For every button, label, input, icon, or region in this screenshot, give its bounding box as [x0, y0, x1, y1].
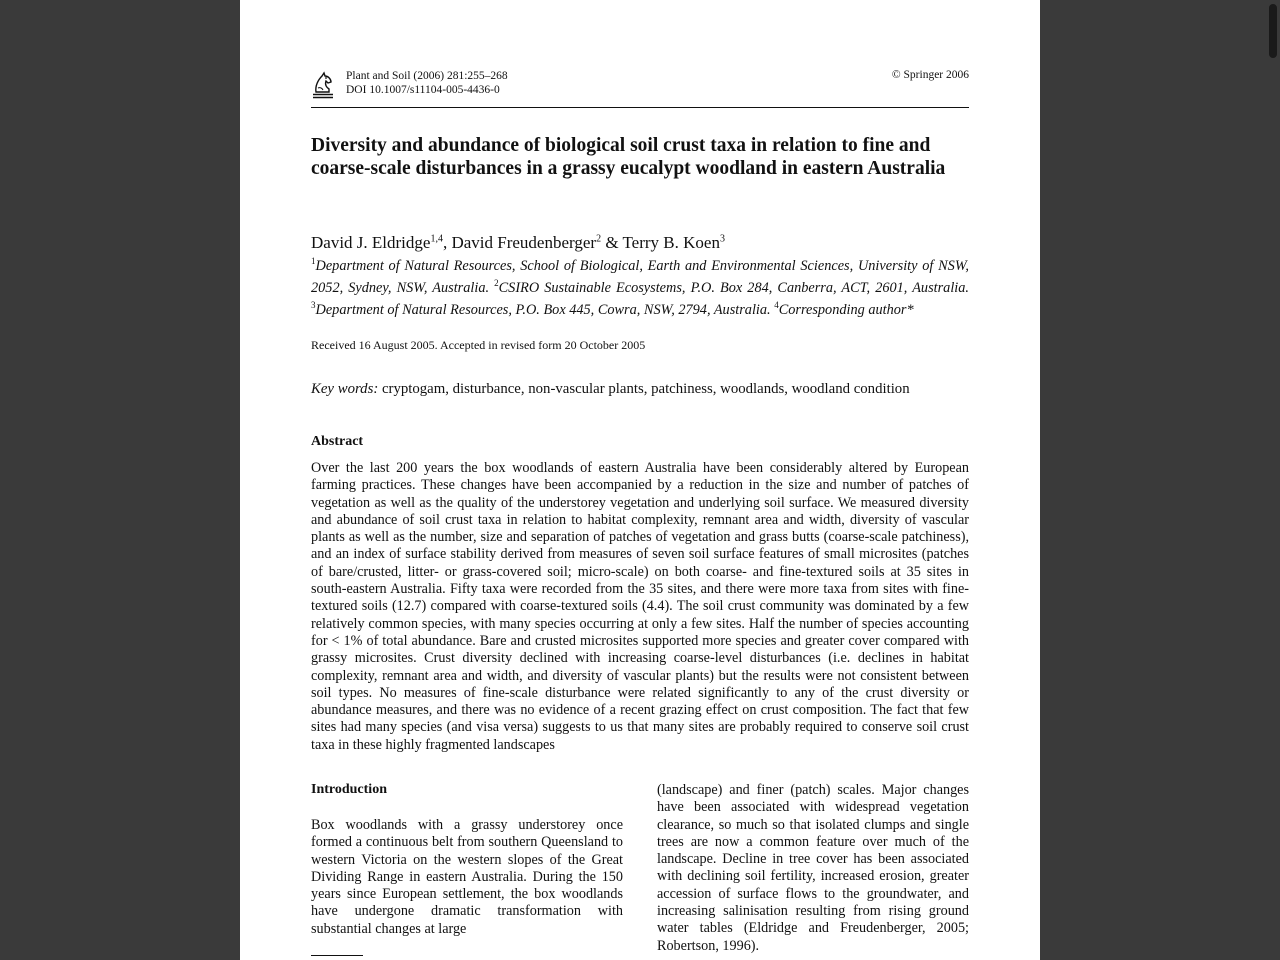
author-name: David J. Eldridge [311, 233, 431, 252]
affil-marker: 1 [311, 256, 316, 266]
affil-text: Corresponding author* [778, 301, 914, 318]
scrollbar-thumb[interactable] [1269, 4, 1277, 58]
affil-marker: 4 [774, 299, 779, 310]
journal-line: Plant and Soil (2006) 281:255–268 [346, 70, 508, 82]
footnote-rule [311, 955, 363, 956]
author-affil-marker: 2 [596, 233, 602, 245]
affiliations [311, 253, 969, 319]
abstract-heading: Abstract [311, 434, 364, 449]
author-separator: & [601, 233, 623, 252]
abstract-text: Over the last 200 years the box woodlands of eastern Australia have been considerably altered by European farming practices. These changes have been accompanied by a reduction in the size and number of patches of vegetation as well as the quality of the understorey vegetation and underlying soil surface. We measured diversity and abundance of soil crust taxa in relation to habitat complexity, remnant area and width, diversity of vascular plants as well as the number, size and separation of patches of vegetation and grass butts (coarse-scale patchiness), and an index of surface stability derived from measures of seven soil surface features of small microsites (patches of bare/crusted, litter- or grass-covered soil; micro-scale) on both coarse- and fine-textured soils at 35 sites in south-eastern Australia. Fifty taxa were recorded from the 35 sites, and there were more taxa from sites with fine-textured soils (12.7) compared with coarse-textured soils (4.4). The soil crust community was dominated by a few relatively common species, with many species occurring at only a few sites. Half the number of species accounting for < 1% of total abundance. Bare and crusted microsites supported more species and greater cover compared with grassy microsites. Crust diversity declined with increasing coarse-level disturbances (i.e. declines in habitat complexity, remnant area and width, and diversity of vascular plants) but the results were not consistent between soil types. No measures of fine-scale disturbance were related significantly to any of the crust diversity or abundance measures, and there was no evidence of a recent grazing effect on crust composition. The fact that few sites had many species (and visa versa) suggests to us that many sites are probably required to conserve soil crust taxa in these highly fragmented landscapes [311, 460, 969, 753]
author-separator: , [442, 233, 452, 252]
author-name: Terry B. Koen [622, 233, 720, 252]
paper-title: Diversity and abundance of biological soil crust taxa in relation to fine and coarse-scale disturbances in a grassy eucalypt woodland in eastern Australia [311, 135, 946, 179]
header-rule [311, 107, 969, 108]
author-affil-marker: 1,4 [430, 233, 443, 245]
introduction-right-column: (landscape) and finer (patch) scales. Major changes have been associated with widespread vegetation clearance, so much so that isolated clumps and single trees are now a common feature over much of the landscape. Decline in tree cover has been associated with declining soil fertility, increased erosion, greater accession of surface flows to the groundwater, and increasing salinisation resulting from rising ground water tables (Eldridge and Freudenberger, 2005; Robertson, 1996). [657, 782, 969, 954]
author-list [311, 233, 969, 253]
doi-line: DOI 10.1007/s11104-005-4436-0 [346, 84, 500, 96]
affil-text: Department of Natural Resources, School of Biological, Earth and Environmental Sciences, University of NSW, 2052, Sydney, NSW, Australia. [311, 257, 969, 296]
introduction-heading: Introduction [311, 782, 387, 797]
affil-marker: 3 [311, 299, 316, 310]
pdf-page [240, 0, 1040, 960]
received-dates: Received 16 August 2005. Accepted in revised form 20 October 2005 [311, 338, 646, 352]
vertical-scrollbar[interactable] [1266, 0, 1280, 960]
introduction-left-column: Box woodlands with a grassy understorey once formed a continuous belt from southern Queensland to western Victoria on the western slopes of the Great Dividing Range in eastern Australia. During the 150 years since European settlement, the box woodlands have undergone dramatic transformation with substantial changes at large [311, 817, 623, 937]
affil-marker: 2 [494, 277, 499, 288]
copyright: © Springer 2006 [891, 69, 969, 81]
journal-header [311, 68, 969, 108]
springer-horse-logo-icon [311, 70, 335, 100]
keywords-list: cryptogam, disturbance, non-vascular plants, patchiness, woodlands, woodland condition [381, 381, 910, 397]
keywords [311, 381, 910, 398]
affil-text: CSIRO Sustainable Ecosystems, P.O. Box 284, Canberra, ACT, 2601, Australia. [498, 279, 969, 296]
author-name: David Freudenberger [451, 233, 597, 252]
journal-citation [346, 69, 508, 97]
keywords-label: Key words: [311, 381, 379, 397]
author-affil-marker: 3 [719, 233, 725, 245]
affil-text: Department of Natural Resources, P.O. Box 445, Cowra, NSW, 2794, Australia. [315, 301, 775, 318]
